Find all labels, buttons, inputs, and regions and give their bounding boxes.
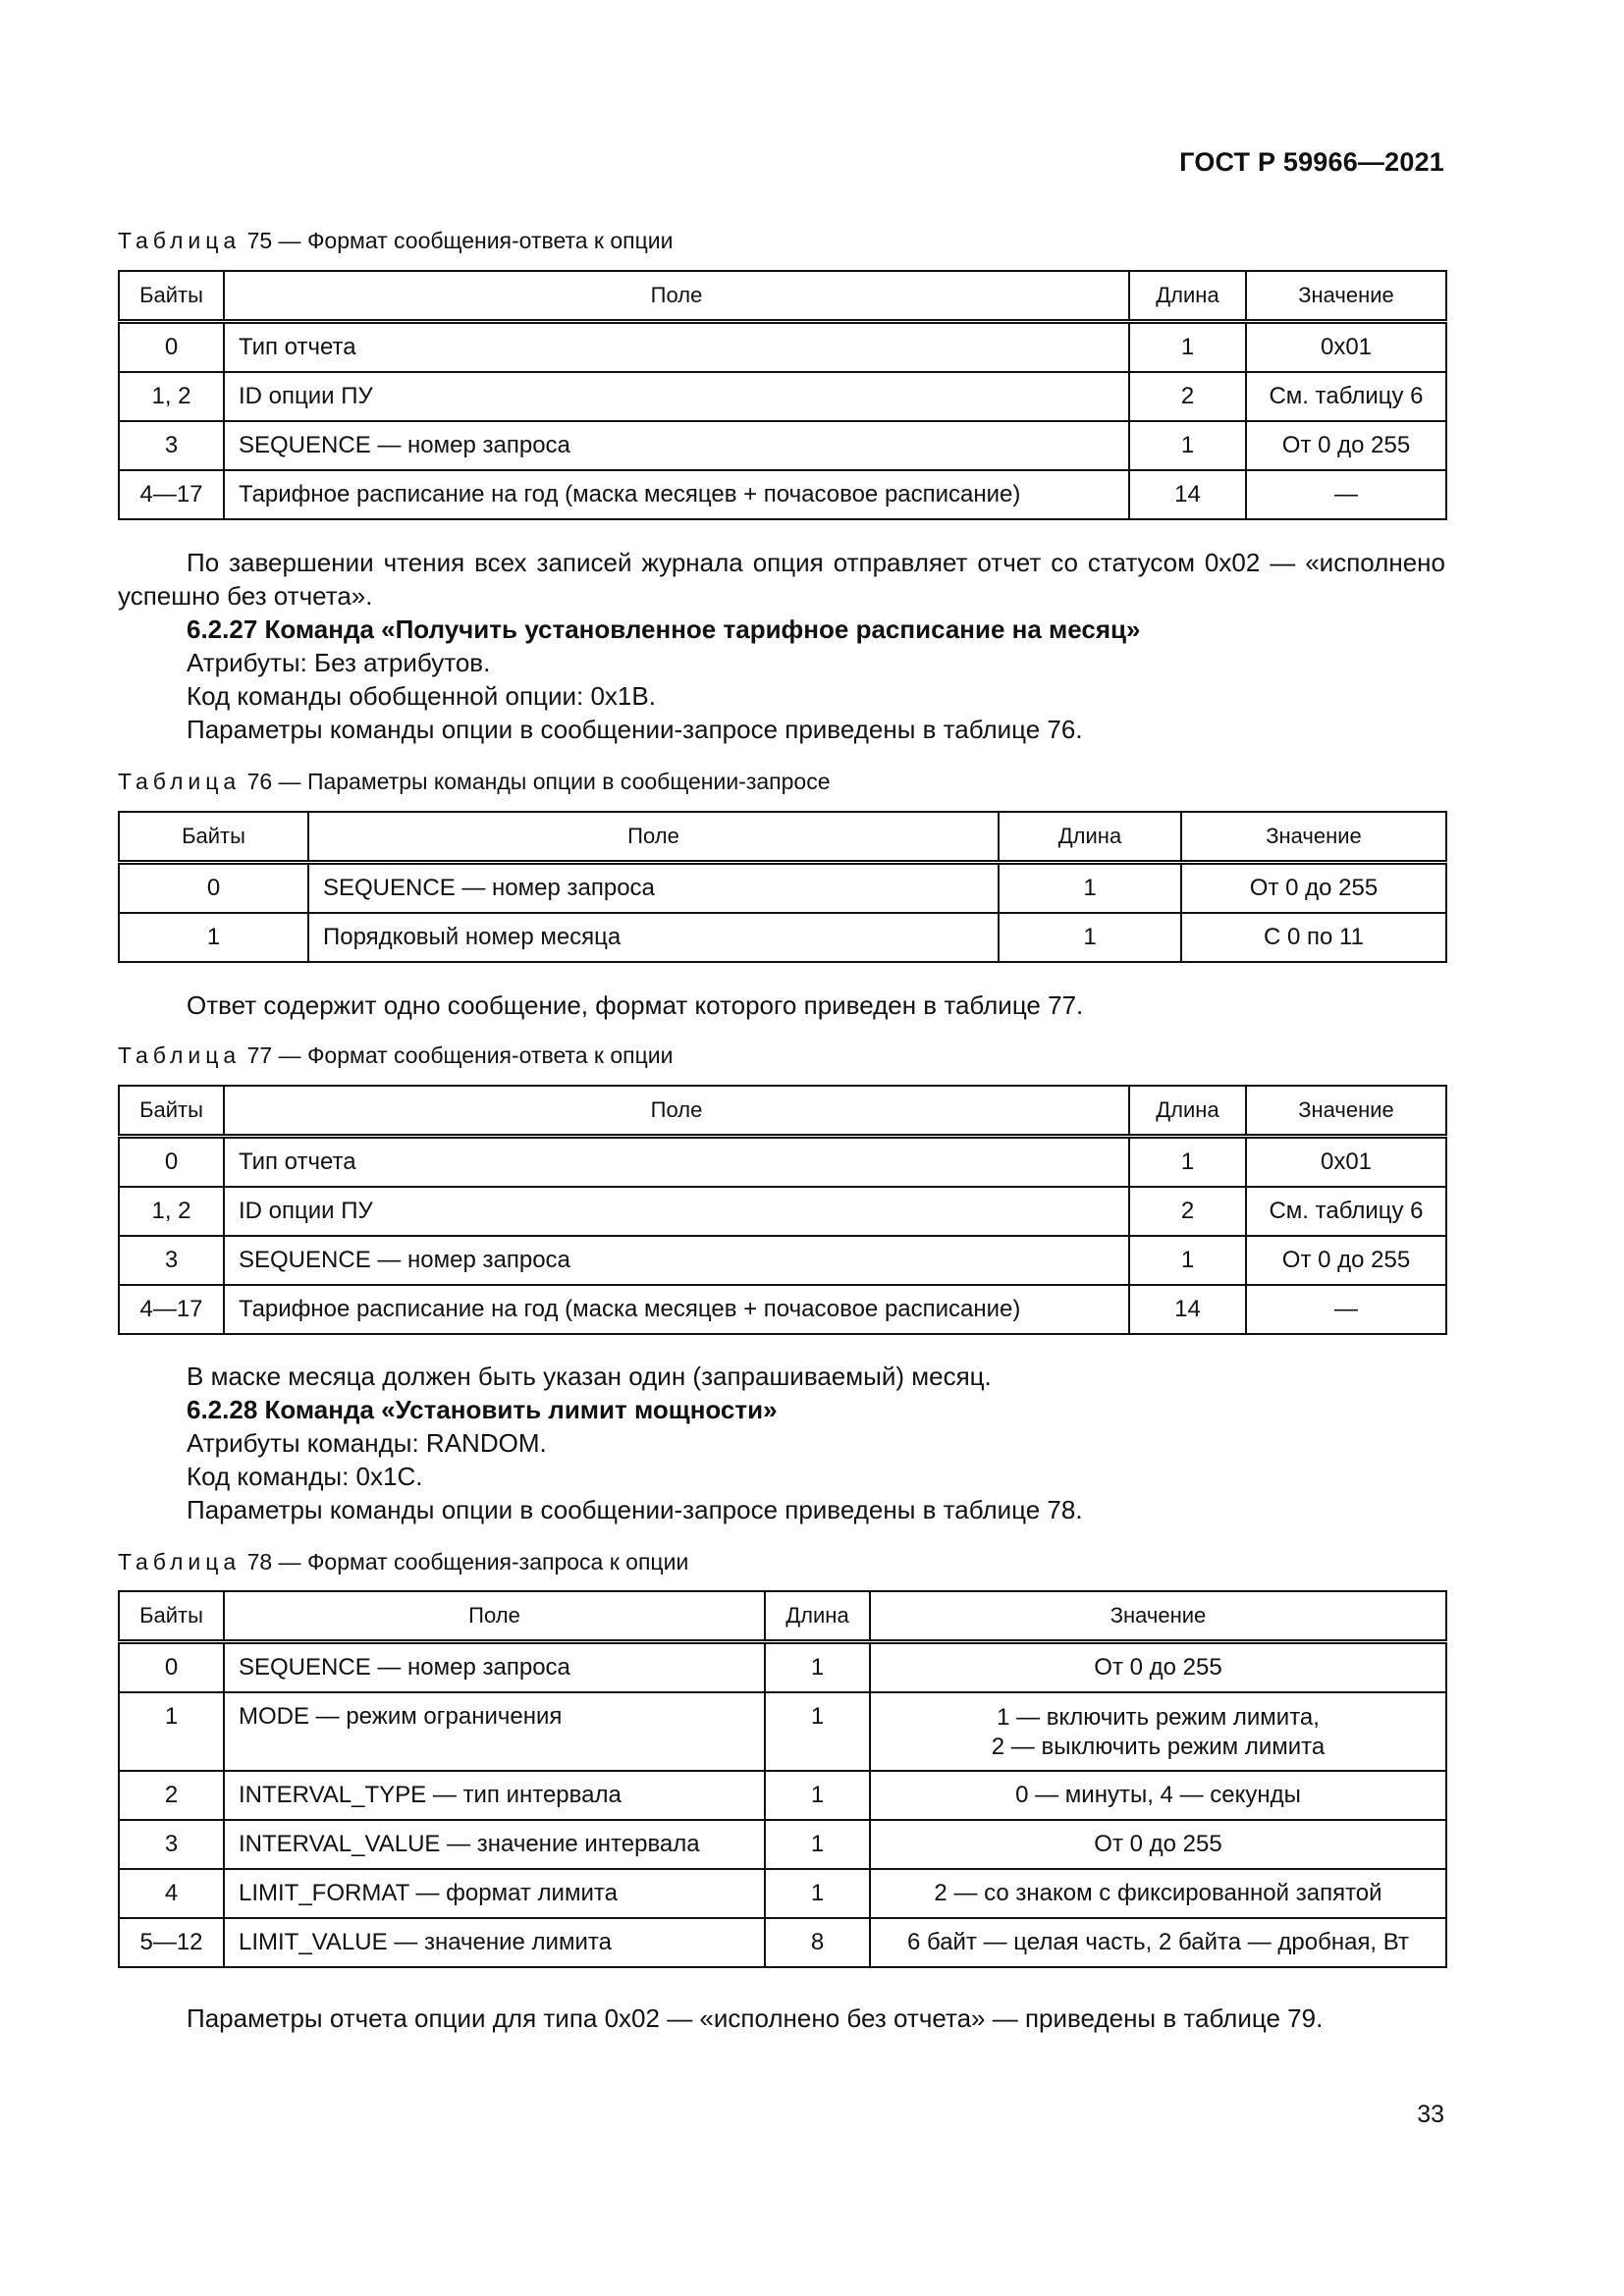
table-row [119,913,1446,962]
cell: 3 [119,1820,224,1869]
header-cell: Байты [119,1086,224,1137]
section-6-2-27 [118,546,1445,746]
cell: См. таблицу 6 [1246,372,1446,421]
cell: 4 [119,1869,224,1918]
cell: 1 [765,1820,870,1869]
paragraph: В маске месяца должен быть указан один (запрашиваемый) месяц. [187,1362,992,1391]
caption-prefix: Таблица [118,1549,242,1575]
paragraph: Параметры команды опции в сообщении-запросе приведены в таблице 76. [187,715,1083,744]
caption-text: 77 — Формат сообщения-ответа к опции [241,1042,674,1068]
table-row [119,1236,1446,1285]
cell: 1 [999,913,1181,962]
caption-prefix: Таблица [118,228,242,253]
cell: 1 [1129,322,1246,373]
cell: От 0 до 255 [1246,421,1446,470]
cell: 1 [765,1642,870,1693]
cell: SEQUENCE — номер запроса [224,1236,1129,1285]
cell: 1 [1129,1137,1246,1188]
cell: 1 [765,1692,870,1771]
cell-line: 1 — включить режим лимита, [997,1704,1320,1731]
paragraph: По завершении чтения всех записей журнала опция отправляет отчет со статусом 0x02 — «исполнено успешно без отчета». [118,548,1445,611]
cell: — [1246,1285,1446,1334]
cell: SEQUENCE — номер запроса [224,421,1129,470]
header-cell: Поле [308,812,999,863]
header-cell: Значение [1246,1086,1446,1137]
table-row [119,863,1446,914]
paragraph: Атрибуты команды: RANDOM. [187,1428,547,1458]
cell: С 0 по 11 [1181,913,1446,962]
caption-text: 76 — Параметры команды опции в сообщении-запросе [241,769,831,794]
table-75-caption [118,228,674,254]
table-row [119,372,1446,421]
table-header-row [119,812,1446,863]
section-heading: 6.2.28 Команда «Установить лимит мощности» [187,1395,778,1424]
header-cell: Значение [1246,271,1446,322]
paragraph: Параметры отчета опции для типа 0x02 — «исполнено без отчета» — приведены в таблице 79. [187,2003,1324,2033]
cell-line: 2 — выключить режим лимита [991,1734,1326,1760]
table-header-row [119,271,1446,322]
section-heading: 6.2.27 Команда «Получить установленное тарифное расписание на месяц» [187,614,1141,644]
cell: MODE — режим ограничения [224,1692,765,1771]
cell: 8 [765,1918,870,1967]
header-cell: Поле [224,1086,1129,1137]
paragraph: Параметры команды опции в сообщении-запросе приведены в таблице 78. [187,1495,1083,1524]
cell: 2 [119,1771,224,1820]
table-row [119,470,1446,519]
table-77-caption [118,1042,674,1069]
cell: 4—17 [119,1285,224,1334]
paragraph: Код команды: 0x1C. [187,1462,423,1491]
cell: От 0 до 255 [870,1820,1446,1869]
table-header-row [119,1591,1446,1642]
cell: Порядковый номер месяца [308,913,999,962]
cell: 0 — минуты, 4 — секунды [870,1771,1446,1820]
response-note [118,988,1445,1022]
table-row [119,1137,1446,1188]
table-row [119,1692,1446,1771]
cell: От 0 до 255 [1181,863,1446,914]
cell: 2 [1129,372,1246,421]
table-row [119,1771,1446,1820]
table-row [119,322,1446,373]
cell: 2 [1129,1187,1246,1236]
table-row [119,1869,1446,1918]
document-id: ГОСТ Р 59966—2021 [1179,147,1444,177]
cell: SEQUENCE — номер запроса [224,1642,765,1693]
cell: 3 [119,1236,224,1285]
cell: 1, 2 [119,372,224,421]
closing-note [118,2002,1445,2035]
caption-text: 78 — Формат сообщения-запроса к опции [241,1549,689,1575]
header-cell: Длина [1129,271,1246,322]
cell [870,1692,1446,1771]
cell: 14 [1129,470,1246,519]
paragraph: Ответ содержит одно сообщение, формат которого приведен в таблице 77. [187,990,1084,1020]
cell: LIMIT_FORMAT — формат лимита [224,1869,765,1918]
cell: 3 [119,421,224,470]
header-cell: Значение [870,1591,1446,1642]
header-cell: Длина [999,812,1181,863]
cell: 2 — со знаком с фиксированной запятой [870,1869,1446,1918]
table-row [119,1642,1446,1693]
cell: 0 [119,1137,224,1188]
cell: 1 [119,1692,224,1771]
table-78-caption [118,1549,688,1575]
table-76-caption [118,769,831,795]
cell: INTERVAL_TYPE — тип интервала [224,1771,765,1820]
page-number: 33 [1417,2101,1444,2128]
header-cell: Байты [119,1591,224,1642]
caption-text: 75 — Формат сообщения-ответа к опции [241,228,674,253]
caption-prefix: Таблица [118,769,242,794]
caption-prefix: Таблица [118,1042,242,1068]
cell: 6 байт — целая часть, 2 байта — дробная, Вт [870,1918,1446,1967]
cell: 4—17 [119,470,224,519]
cell: INTERVAL_VALUE — значение интервала [224,1820,765,1869]
cell: 1 [999,863,1181,914]
cell: 1, 2 [119,1187,224,1236]
cell: 1 [765,1771,870,1820]
paragraph: Атрибуты: Без атрибутов. [187,648,491,677]
cell: Тарифное расписание на год (маска месяцев + почасовое расписание) [224,1285,1129,1334]
table-77 [118,1085,1447,1335]
cell: 1 [1129,421,1246,470]
header-cell: Поле [224,271,1129,322]
cell: 0 [119,1642,224,1693]
header-cell: Длина [1129,1086,1246,1137]
table-header-row [119,1086,1446,1137]
cell: ID опции ПУ [224,1187,1129,1236]
cell: 1 [765,1869,870,1918]
table-78 [118,1590,1447,1968]
header-cell: Значение [1181,812,1446,863]
header-cell: Байты [119,271,224,322]
cell: 0 [119,322,224,373]
table-76 [118,811,1447,963]
table-row [119,1820,1446,1869]
cell: 0x01 [1246,1137,1446,1188]
table-row [119,1285,1446,1334]
cell: См. таблицу 6 [1246,1187,1446,1236]
cell: 0 [119,863,308,914]
cell: 5—12 [119,1918,224,1967]
cell: 1 [119,913,308,962]
cell: Тип отчета [224,322,1129,373]
table-row [119,1918,1446,1967]
cell: LIMIT_VALUE — значение лимита [224,1918,765,1967]
cell: От 0 до 255 [870,1642,1446,1693]
cell: SEQUENCE — номер запроса [308,863,999,914]
cell: — [1246,470,1446,519]
cell: Тарифное расписание на год (маска месяцев + почасовое расписание) [224,470,1129,519]
table-75 [118,270,1447,520]
section-6-2-28 [118,1360,1445,1526]
cell: 1 [1129,1236,1246,1285]
table-row [119,1187,1446,1236]
header-cell: Длина [765,1591,870,1642]
header-cell: Поле [224,1591,765,1642]
paragraph: Код команды обобщенной опции: 0x1B. [187,681,656,711]
cell: Тип отчета [224,1137,1129,1188]
cell: 0x01 [1246,322,1446,373]
header-cell: Байты [119,812,308,863]
cell: ID опции ПУ [224,372,1129,421]
cell: От 0 до 255 [1246,1236,1446,1285]
cell: 14 [1129,1285,1246,1334]
table-row [119,421,1446,470]
